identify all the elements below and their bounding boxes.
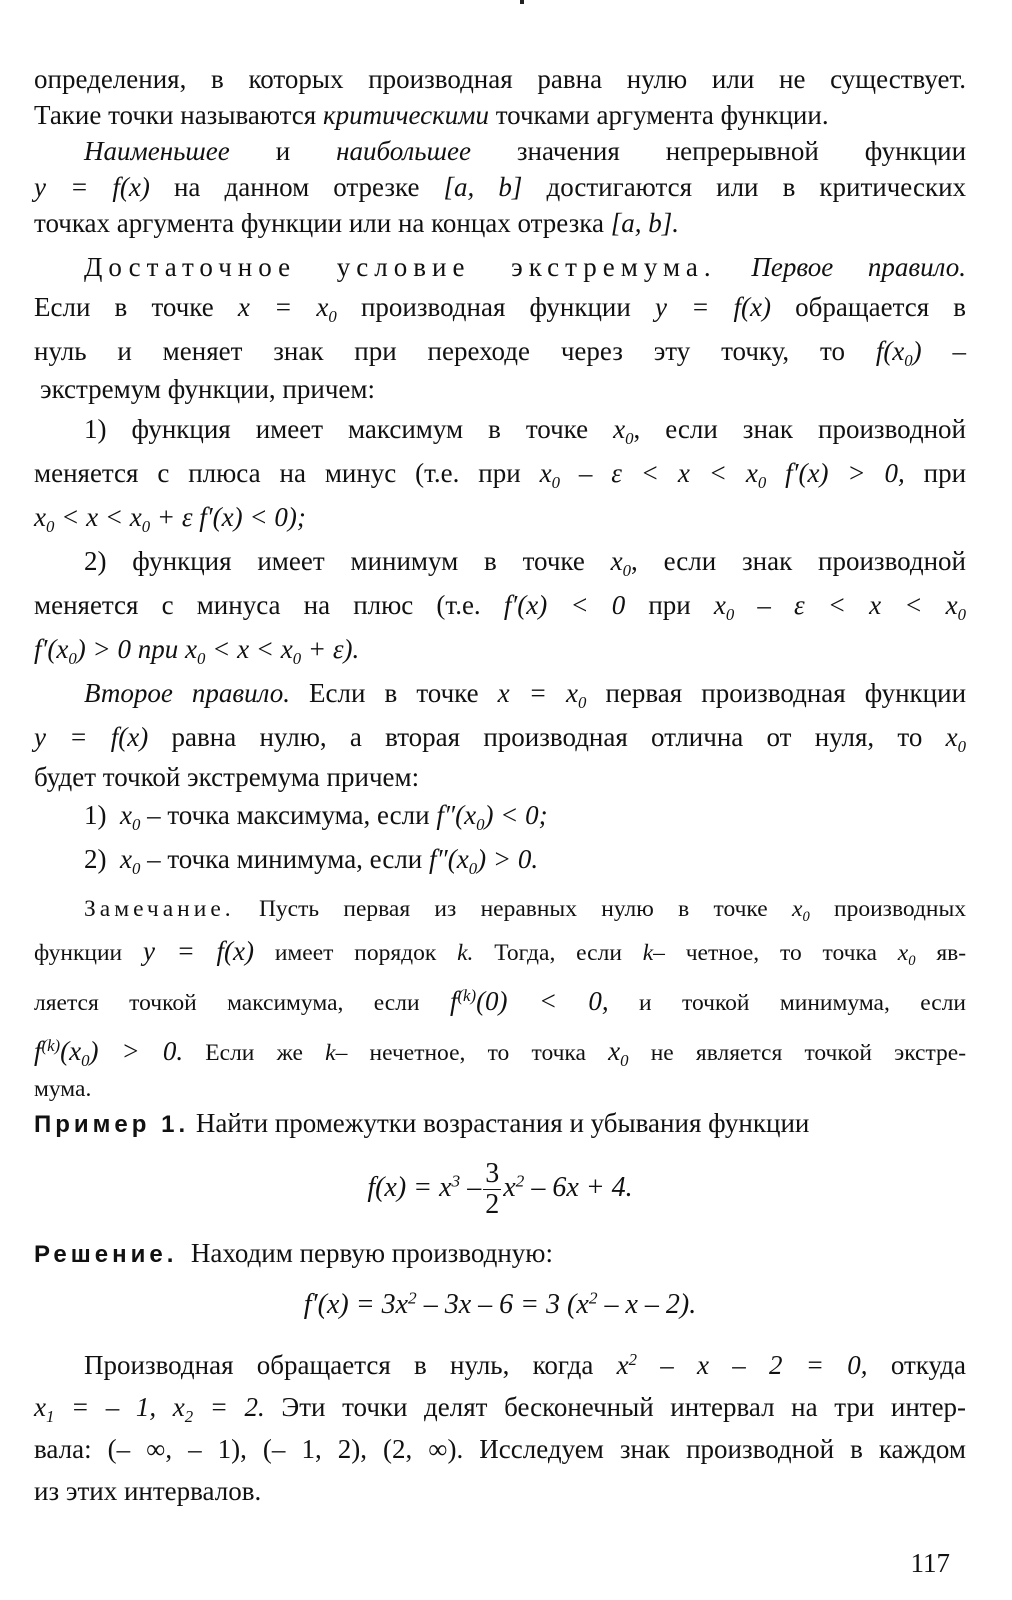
text: точках аргумента функции или на концах отрезка — [34, 208, 611, 238]
numerator: 3 — [485, 1158, 500, 1190]
text-line — [84, 544, 966, 578]
formula-part: < x < x — [61, 502, 142, 532]
formula-part: ) > 0 при x — [76, 634, 197, 664]
text-line — [34, 1432, 966, 1466]
text: – точка минимума, если — [147, 844, 423, 874]
text: , если знак производной — [631, 546, 966, 576]
formula: k — [642, 940, 654, 966]
formula — [875, 336, 966, 370]
formula-part: – x – 2 = 0, — [660, 1350, 868, 1380]
text: при — [648, 590, 691, 620]
text-line — [34, 1034, 966, 1070]
text: производных — [834, 896, 967, 922]
text: Производная обращается в нуль, когда — [84, 1350, 594, 1380]
text: определения, в которых производная равна нулю или не существует. — [34, 64, 966, 94]
text: Если в точке — [309, 678, 479, 708]
formula-part: ) > 0. — [477, 844, 539, 874]
subscript: 0 — [551, 472, 560, 492]
text: равна нулю, а вторая производная отлична от нуля, то — [171, 722, 923, 752]
subscript: 0 — [81, 1050, 90, 1070]
formula — [34, 1392, 265, 1426]
formula-part: x = x — [497, 678, 579, 708]
subscript: 0 — [625, 428, 634, 448]
text: нуль и меняет знак при переходе через эту точку, то — [34, 336, 845, 366]
text: будет точкой экстремума причем: — [34, 762, 420, 792]
text-line — [34, 500, 966, 534]
text: Такие точки называются — [34, 100, 323, 130]
formula-part: x — [120, 844, 132, 874]
subscript: 1 — [45, 1406, 55, 1426]
text-line — [34, 1390, 966, 1424]
formula: y = f(x) — [34, 172, 150, 202]
formula-part: f′(x) = 3x — [303, 1289, 409, 1320]
subscript: 0 — [622, 560, 632, 580]
formula: [a, b]. — [610, 208, 679, 238]
formula-part: ) < 0; — [484, 800, 548, 830]
term-max: наибольшее — [336, 136, 471, 166]
text: первая производная функции — [605, 678, 967, 708]
formula-part: x — [897, 940, 909, 966]
text-line — [34, 720, 966, 754]
text-line — [34, 984, 966, 1020]
text: функции — [34, 940, 123, 966]
formula-part: x — [120, 800, 132, 830]
text: имеет порядок — [274, 940, 437, 966]
formula-part: x — [34, 1392, 46, 1422]
formula-part: x — [539, 458, 552, 488]
subscript: 0 — [757, 472, 767, 492]
formula-part: x — [613, 414, 626, 444]
text: , если знак производной — [633, 414, 967, 444]
example-heading: Пример 1. — [34, 1111, 190, 1138]
text-line — [34, 1236, 966, 1272]
fraction — [483, 1159, 501, 1220]
text-line — [34, 760, 966, 794]
formula — [34, 634, 360, 668]
text-line — [34, 206, 966, 240]
text: Находим первую производную: — [190, 1238, 553, 1268]
text-line — [84, 676, 966, 710]
subscript: 0 — [131, 858, 141, 878]
formula: y = f(x) — [142, 936, 255, 966]
text: точками аргумента функции. — [488, 100, 829, 130]
text-line — [34, 1106, 966, 1142]
formula-part: (x — [60, 1036, 82, 1066]
formula-part: f″(x — [436, 800, 477, 830]
text: мума. — [34, 1076, 92, 1102]
formula: k. — [457, 940, 474, 966]
text: и — [275, 136, 291, 166]
text: 2) функция имеет минимум в точке — [84, 546, 585, 576]
text-line — [34, 290, 966, 324]
formula — [610, 546, 632, 580]
text-line — [34, 334, 966, 368]
formula-part: ) – — [912, 336, 966, 366]
formula — [429, 844, 539, 878]
text-line — [40, 372, 972, 406]
section-heading: Достаточное условие экстремума. — [84, 252, 717, 282]
rule-title: Второе правило. — [84, 678, 290, 708]
text: из этих интервалов. — [34, 1476, 262, 1506]
formula-part: + ε). — [307, 634, 360, 664]
formula-part: – ε < x < x — [578, 458, 758, 488]
text: при — [923, 458, 967, 488]
text: Тогда, если — [494, 940, 622, 966]
formula — [617, 1350, 868, 1380]
formula — [945, 722, 967, 756]
text-line — [34, 1474, 966, 1508]
text-line — [84, 892, 966, 926]
text: меняется с минуса на плюс (т.е. — [34, 590, 481, 620]
text: экстремум функции, причем: — [40, 374, 375, 404]
text-line — [34, 1072, 966, 1106]
formula-part: x — [608, 1036, 621, 1066]
text: Эти точки делят бесконечный интервал на три интер- — [281, 1392, 967, 1422]
formula-part: f(x — [875, 336, 905, 366]
formula-part: – ε < x < x — [757, 590, 958, 620]
term-min: Наименьшее — [84, 136, 230, 166]
formula-part: f′(x — [34, 634, 69, 664]
formula — [897, 940, 916, 970]
text-line — [84, 134, 966, 168]
text-line — [34, 170, 966, 204]
text-line — [84, 250, 966, 284]
formula — [367, 1172, 481, 1203]
subscript: 0 — [196, 648, 206, 668]
term-critical: критическими — [322, 100, 489, 130]
subscript: 0 — [476, 814, 485, 834]
formula-part: = 2. — [209, 1392, 265, 1422]
subscript: 0 — [578, 692, 587, 712]
text: Найти промежутки возрастания и убывания функции — [195, 1108, 810, 1138]
equation-derivative — [34, 1288, 966, 1322]
text: Если же — [205, 1040, 303, 1066]
formula-part: f(x) = x — [367, 1172, 452, 1203]
formula — [539, 458, 767, 492]
superscript: 2 — [588, 1288, 598, 1308]
equation-function — [34, 1158, 966, 1220]
formula-part: f — [449, 986, 458, 1016]
formula-part: = – 1, — [70, 1392, 157, 1422]
subscript: 0 — [620, 1050, 629, 1070]
formula: y = f(x) — [34, 722, 149, 752]
text: – нечетное, то точка — [335, 1040, 586, 1066]
text-line — [84, 798, 966, 832]
text-line — [34, 62, 966, 96]
formula: f′(x) > 0, — [785, 458, 905, 488]
subscript: 0 — [328, 306, 337, 326]
text: 2) — [84, 844, 107, 874]
subscript: 0 — [292, 648, 302, 668]
formula — [120, 800, 141, 834]
formula-part: f″(x — [429, 844, 469, 874]
text-line — [34, 98, 966, 132]
subscript: 0 — [725, 604, 735, 624]
formula-part: – 3x – 6 = 3 (x — [423, 1289, 589, 1320]
superscript: (k) — [457, 985, 477, 1005]
text-line — [34, 632, 966, 666]
subscript: 2 — [184, 1406, 194, 1426]
formula — [497, 678, 587, 712]
text: и точкой минимума, если — [639, 990, 967, 1016]
text: Исследуем знак производной в каждом — [479, 1434, 967, 1464]
formula-part: x — [792, 896, 803, 922]
formula: (– ∞, – 1), (– 1, 2), (2, ∞). — [107, 1434, 464, 1464]
superscript: 2 — [628, 1349, 637, 1369]
text: яв- — [936, 940, 967, 966]
formula: [a, b] — [443, 172, 523, 202]
formula-part: x — [713, 590, 726, 620]
formula — [792, 896, 810, 926]
text: значения непрерывной функции — [516, 136, 967, 166]
text: обращается в — [795, 292, 967, 322]
subscript: 0 — [908, 953, 916, 970]
formula-part: x = x — [237, 292, 329, 322]
formula-part: – 6x + 4. — [531, 1172, 633, 1203]
formula — [713, 590, 967, 624]
formula — [436, 800, 548, 834]
subscript: 0 — [45, 516, 55, 536]
text-line — [84, 412, 966, 446]
subscript: 0 — [802, 909, 810, 926]
text: ляется точкой максимума, если — [34, 990, 420, 1016]
formula — [120, 844, 141, 878]
text: достигаются или в критических — [546, 172, 967, 202]
text: 1) — [84, 800, 107, 830]
text: вала: — [34, 1434, 92, 1464]
formula — [450, 986, 609, 1016]
text: не является точкой экстре- — [650, 1040, 967, 1066]
rule-title: Первое правило. — [751, 252, 966, 282]
note-heading: Замечание. — [84, 896, 235, 922]
text: Пусть первая из неравных нулю в точке — [258, 896, 768, 922]
superscript: 3 — [451, 1171, 461, 1191]
text: – точка максимума, если — [147, 800, 430, 830]
formula — [503, 1172, 632, 1203]
subscript: 0 — [131, 814, 141, 834]
text: откуда — [890, 1350, 967, 1380]
formula-part: x — [945, 722, 958, 752]
superscript: (k) — [41, 1035, 61, 1055]
formula-part: f — [34, 1036, 42, 1066]
formula — [304, 1289, 697, 1320]
formula-part: < x < x — [212, 634, 293, 664]
subscript: 0 — [141, 516, 151, 536]
formula — [608, 1036, 629, 1070]
text-line — [34, 588, 966, 622]
text: – четное, то точка — [653, 940, 877, 966]
subscript: 0 — [957, 604, 967, 624]
text: меняется с плюса на минус (т.е. при — [34, 458, 521, 488]
text-line — [34, 934, 966, 970]
formula: k — [325, 1040, 336, 1066]
formula-part: x — [610, 546, 623, 576]
formula-part: + ε f′(x) < 0); — [156, 502, 306, 532]
scan-mark — [520, 0, 524, 4]
formula — [237, 292, 337, 326]
text: производная функции — [360, 292, 631, 322]
denominator: 2 — [485, 1189, 500, 1221]
formula: y = f(x) — [654, 292, 771, 322]
text-line — [84, 842, 966, 876]
solution-heading: Решение. — [34, 1241, 178, 1268]
formula-part: x — [172, 1392, 185, 1422]
text: 1) функция имеет максимум в точке — [84, 414, 589, 444]
superscript: 2 — [408, 1288, 417, 1308]
formula-part: (0) < 0, — [476, 986, 609, 1016]
formula-part: x — [34, 502, 46, 532]
text-line — [34, 456, 966, 490]
subscript: 0 — [957, 736, 967, 756]
formula: f′(x) < 0 — [503, 590, 626, 620]
formula — [34, 1035, 184, 1070]
subscript: 0 — [468, 858, 478, 878]
formula-part: x — [503, 1172, 516, 1203]
formula-part: x — [616, 1350, 629, 1380]
text: на данном отрезке — [173, 172, 420, 202]
text-line — [84, 1348, 966, 1382]
subscript: 0 — [68, 648, 77, 668]
formula — [34, 502, 306, 536]
subscript: 0 — [904, 350, 913, 370]
formula-part: ) > 0. — [89, 1036, 184, 1066]
text: Если в точке — [34, 292, 214, 322]
formula-part: – — [467, 1172, 482, 1203]
page-number: 117 — [910, 1548, 950, 1578]
formula — [613, 414, 634, 448]
formula-part: – x – 2). — [604, 1289, 697, 1320]
superscript: 2 — [515, 1171, 525, 1191]
